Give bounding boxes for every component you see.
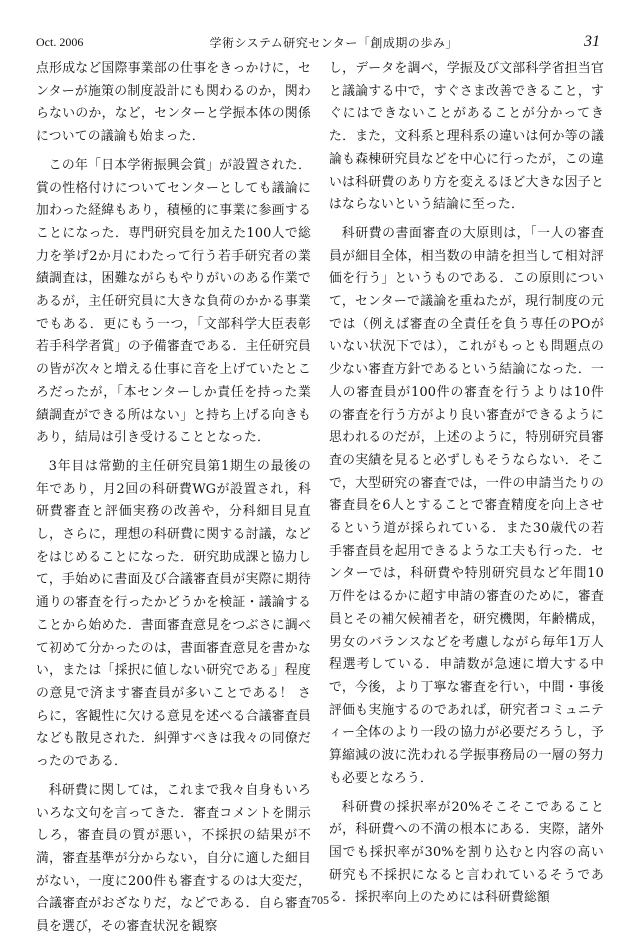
paragraph: 科研費の採択率が20%そこそこであることが，科研費への不満の根本にある．実際，諸外国でも採択率が30%を割り込むと内容の高い研究も不採択になると言われているそうである．採択率向上のためには科研費総額	[329, 799, 604, 906]
header-date: Oct. 2006	[36, 34, 84, 49]
paragraph: 3年目は常勤的主任研究員第1期生の最後の年であり，月2回の科研費WGが設置され，科研費審査と評価実務の改善や，分科細目見直し，さらに，理想の科研費に関する討議，などをはじめることになった．研究助成課と協力して，手始めに書面及び合議審査員が実際に期待通りの審査を行ったかどうかを検証・議論することから始めた．書面審査意見をつぶさに調べて初めて分かったのは，書面審査意見を書かない，または「採択に値しない研究である」程度の意見で済ます審査員が多いことである！ さらに，客観性に欠ける意見を述べる合議審査員なども散見された．糾弾すべきは我々の同僚だったのである．	[36, 458, 311, 770]
paragraph: 科研費に関しては，これまで我々自身もいろいろな文句を言ってきた．審査コメントを開示しろ，審査員の質が悪い，不採択の結果が不満，審査基準が分からない，自分に適した細目がない，一度に200件も審査するのは大変だ，合議審査がおざなりだ，などである．自ら審査員を選び，その審査状況を観察	[36, 782, 311, 935]
left-column	[36, 58, 311, 935]
footer-page-number: 705	[311, 893, 329, 907]
page-footer	[0, 893, 640, 908]
paragraph: 点形成など国際事業部の仕事をきっかけに，センターが施策の制度設計にも関わるのか，関わらないのか，など，センターと学振本体の関係についての議論も始まった．	[36, 61, 311, 145]
right-column	[329, 58, 604, 906]
paragraph: し，データを調べ，学振及び文部科学省担当官と議論する中で，すぐさま改善できること，すぐにはできないことがあることが分かってきた．また，文科系と理科系の違いは何か等の議論も森棟研究員などを中心に行ったが，この違いは科研費のあり方を変えるほど大きな因子とはならないという結論に至った．	[329, 61, 604, 213]
paragraph: 科研費の書面審査の大原則は，「一人の審査員が細目全体，相当数の申請を担当して相対評価を行う」というものである．この原則について，センターで議論を重ねたが，現行制度の元では（例えば審査の全責任を負う専任のPOがいない状況下では），これがもっとも問題点の少ない審査方針であるという結論になった．一人の審査員が100件の審査を行うよりは10件の審査を行う方がより良い審査ができるように思われるのだが，上述のように，特別研究員審査の実績を見ると必ずしもそうならない．そこで，大型研究の審査では，一件の申請当たりの審査員を6人とすることで審査精度を向上させるという道が採られている．また30歳代の若手審査員を起用できるような工夫も行った．センターでは，科研費や特別研究員など年間10万件をはるかに超す申請の審査のために，審査員とその補欠候補者を，研究機関，年齢構成，男女のバランスなどを考慮しながら毎年1万人程選考している．申請数が急速に増大する中で，今後，より丁寧な審査を行い，中間・事後評価も実施するのであれば，研究者コミュニティー全体のより一段の協力が必要だろうし，予算縮減の波に洗われる学振事務局の一層の努力も必要となろう．	[329, 225, 604, 786]
page-header	[36, 30, 600, 54]
header-page-number: 31	[584, 33, 600, 50]
paragraph: この年「日本学術振興会賞」が設置された．賞の性格付けについてセンターとしても議論に加わった経緯もあり，積極的に事業に参画することになった．専門研究員を加えた100人で総力を挙げ2か月にわたって行う若手研究者の業績調査は，困難ながらもやりがいのある作業であるが，主任研究員に大きな負荷のかかる事業でもある．更にもう一つ，「文部科学大臣表彰若手科学者賞」の予備審査である．主任研究員の皆が次々と増える仕事に音を上げていたところだったが，「本センターしか責任を持った業績調査ができる所はない」と持ち上げる向きもあり，結局は引き受けることとなった．	[36, 157, 311, 446]
header-journal-title: 学術システム研究センター「創成期の歩み」	[209, 35, 458, 50]
